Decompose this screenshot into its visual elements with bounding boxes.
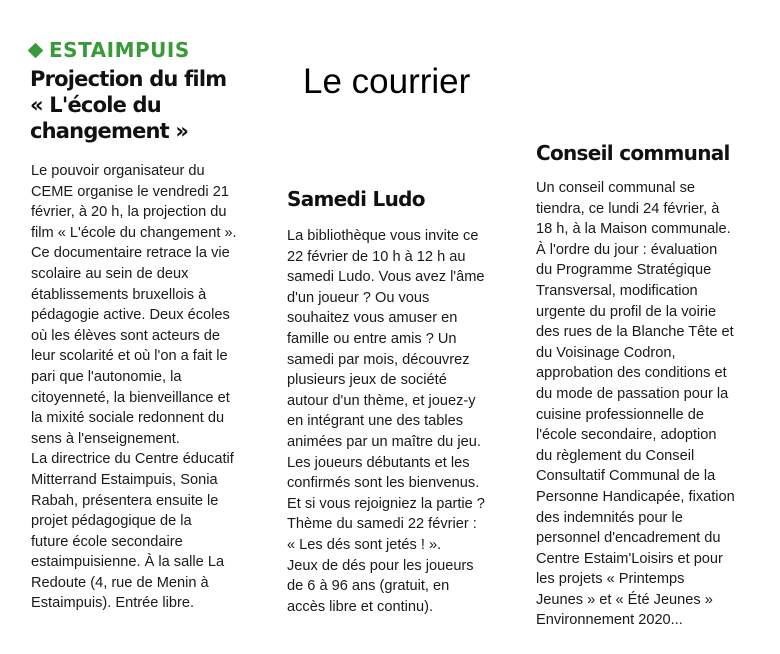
article1-body — [31, 161, 246, 614]
article1-headline: Projection du film « L'école du changement » — [30, 67, 227, 143]
article3-body — [536, 178, 756, 631]
article3-headline: Conseil communal — [536, 141, 730, 165]
masthead: Le courrier — [303, 62, 471, 101]
diamond-icon — [28, 42, 44, 58]
article2-headline: Samedi Ludo — [287, 187, 425, 211]
section-tag — [30, 38, 190, 62]
article3-text: Un conseil communal se tiendra, ce lundi 24 février, à 18 h, à la Maison communale. À l'ordre du jour : évaluation du Programme Stratégique Transversal, modification urgente du profil de la voirie des rues de la Blanche Tête et du Voisinage Codron, approbation des conditions et du mode de passation pour la cuisine professionnelle de l'école secondaire, adoption du règlement du Conseil Consultatif Communal de la Personne Handicapée, fixation des indemnités pour le personnel d'encadrement du Centre Estaim'Loisirs et pour les projets « Printemps Jeunes » et « Été Jeunes » Environnement 2020... — [536, 180, 735, 629]
article2-body — [287, 226, 502, 617]
article1-text: Le pouvoir organisateur du CEME organise le vendredi 21 février, à 20 h, la projection du film « L'école du changement ». Ce documentaire retrace la vie scolaire au sein de deux établissements bruxellois à pédagogie active. Deux écoles où les élèves sont acteurs de leur scolarité et où l'on a fait le pari que l'autonomie, la citoyenneté, la bienveillance et la mixité sociale redonnent du sens à l'enseignement. La directrice du Centre éducatif Mitterrand Estaimpuis, Sonia Rabah, présentera ensuite le projet pédagogique de la future école secondaire estaimpuisienne. À la salle La Redoute (4, rue de Menin à Estaimpuis). Entrée libre. — [31, 163, 237, 612]
article2-text: La bibliothèque vous invite ce 22 février de 10 h à 12 h au samedi Ludo. Vous avez l'âme d'un joueur ? Ou vous souhaitez vous amuser en famille ou entre amis ? Un samedi par mois, découvrez plusieurs jeux de société autour d'un thème, et jouez-y en intégrant une des tables animées par un maître du jeu. Les joueurs débutants et les confirmés sont les bienvenus. Et si vous rejoigniez la partie ? Thème du samedi 22 février : « Les dés sont jetés ! ». Jeux de dés pour les joueurs de 6 à 96 ans (gratuit, en accès libre et continu). — [287, 228, 485, 615]
section-tag-label: ESTAIMPUIS — [49, 38, 190, 62]
